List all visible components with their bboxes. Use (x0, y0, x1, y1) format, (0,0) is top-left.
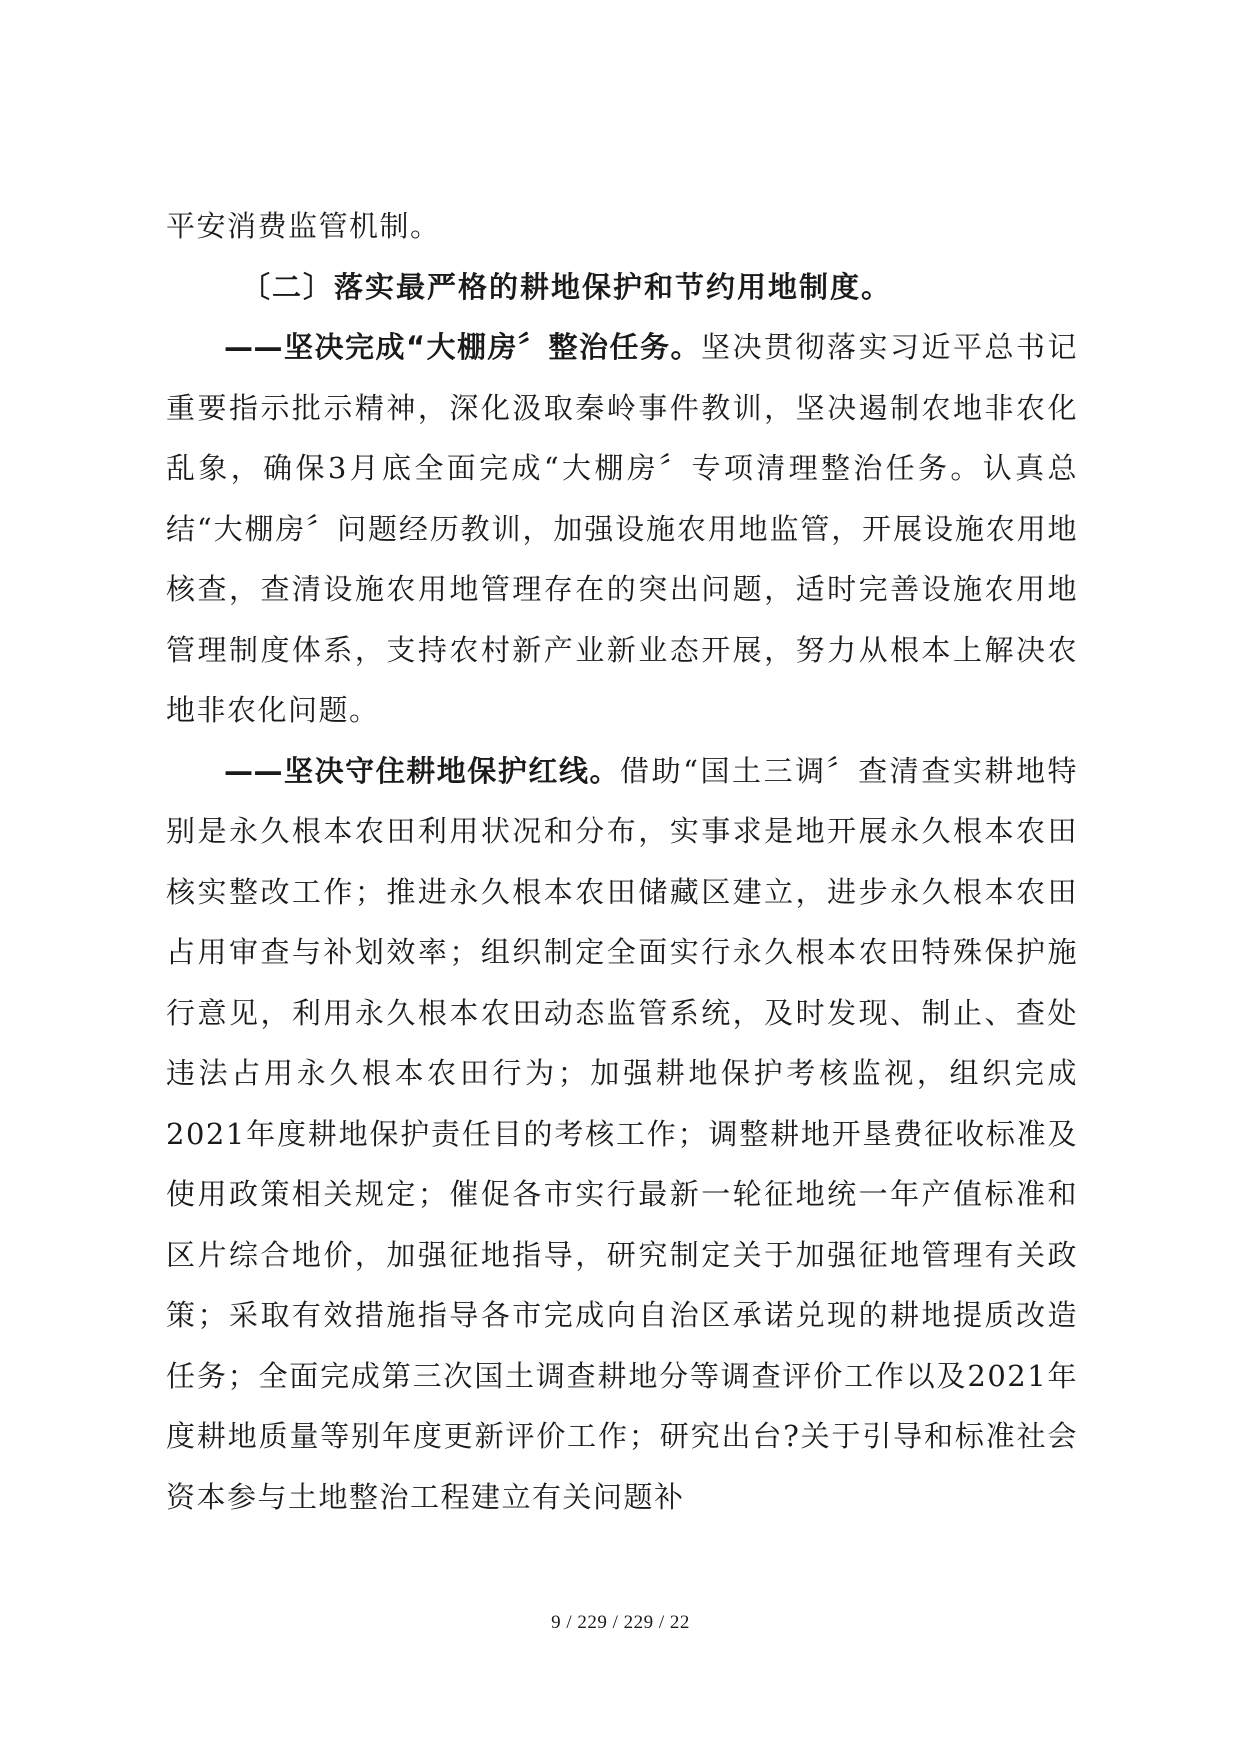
paragraph-body: 坚决贯彻落实习近平总书记重要指示批示精神，深化汲取秦岭事件教训，坚决遏制农地非农化乱象，确保3月底全面完成“大棚房〞专项清理整治任务。认真总结“大棚房〞问题经历教训，加强设施农用地监管，开展设施农用地核查，查清设施农用地管理存在的突出问题，适时完善设施农用地管理制度体系，支持农村新产业新业态开展，努力从根本上解决农地非农化问题。 (166, 330, 1078, 727)
document-body (166, 196, 1078, 1527)
paragraph-farmland-redline (166, 741, 1078, 1528)
page-number: 9 / 229 / 229 / 22 (551, 1612, 690, 1633)
paragraph-lead: ——坚决完成“大棚房〞整治任务。 (224, 330, 702, 364)
paragraph-body: 借助“国土三调〞查清查实耕地特别是永久根本农田利用状况和分布，实事求是地开展永久根本农田核实整改工作；推进永久根本农田储藏区建立，进步永久根本农田占用审查与补划效率；组织制定全面实行永久根本农田特殊保护施行意见，利用永久根本农田动态监管系统，及时发现、制止、查处违法占用永久根本农田行为；加强耕地保护考核监视，组织完成2021年度耕地保护责任目的考核工作；调整耕地开垦费征收标准及使用政策相关规定；催促各市实行最新一轮征地统一年产值标准和区片综合地价，加强征地指导，研究制定关于加强征地管理有关政策；采取有效措施指导各市完成向自治区承诺兑现的耕地提质改造任务；全面完成第三次国土调查耕地分等调查评价工作以及2021年度耕地质量等别年度更新评价工作；研究出台?关于引导和标准社会资本参与土地整治工程建立有关问题补 (166, 753, 1078, 1514)
paragraph-greenhouse (166, 317, 1078, 741)
paragraph-lead: ——坚决守住耕地保护红线。 (224, 753, 621, 788)
carryover-line: 平安消费监管机制。 (166, 209, 441, 243)
section-heading: 〔二〕落实最严格的耕地保护和节约用地制度。 (241, 269, 893, 304)
